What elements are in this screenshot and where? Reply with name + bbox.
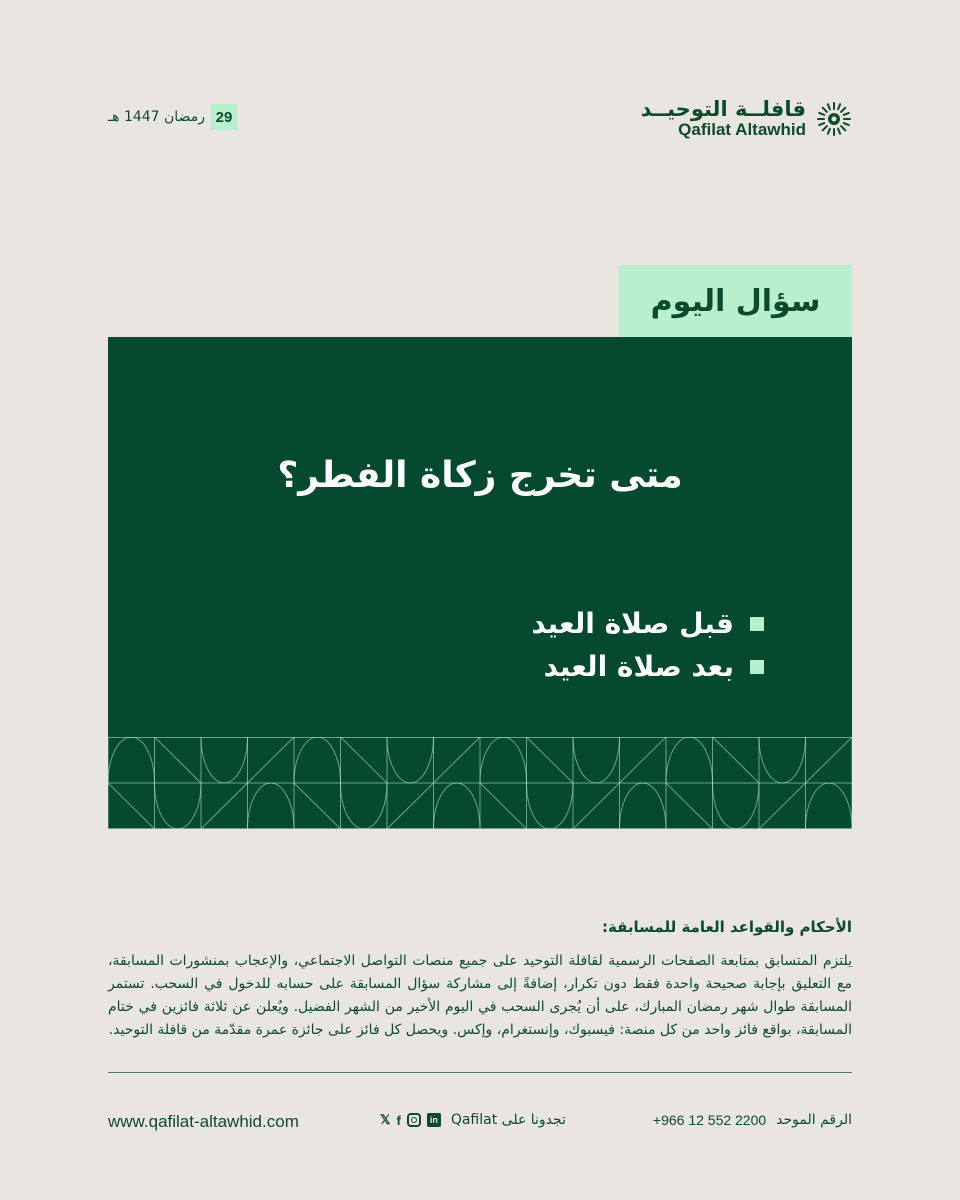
instagram-icon[interactable]	[407, 1113, 421, 1127]
phone-label: الرقم الموحد	[776, 1112, 852, 1128]
answer-option[interactable]	[531, 607, 764, 640]
competition-rules	[108, 918, 852, 1042]
linkedin-icon[interactable]: in	[427, 1113, 441, 1127]
x-icon[interactable]: 𝕏	[380, 1112, 391, 1127]
brand-sunburst-icon	[816, 101, 852, 137]
answer-option-label: بعد صلاة العيد	[543, 650, 734, 683]
date-day-badge: 29	[211, 104, 237, 130]
question-panel	[108, 337, 852, 829]
brand-name-english: Qafilat Altawhid	[678, 120, 806, 140]
rules-body: يلتزم المتسابق بمتابعة الصفحات الرسمية لقافلة التوحيد على جميع منصات التواصل الاجتماعي، والإعجاب بمنشورات المسابقة، مع التعليق بإجابة صحيحة واحدة فقط دون تكرار، إضافةً إلى مشاركة سؤال المسابقة على حسابه للدخول في السحب. تستمر المسابقة طوال شهر رمضان المبارك، على أن يُجرى السحب في اليوم الأخير من الشهر الفضيل. ويُعلن عن ثلاثة فائزين في ختام المسابقة، بواقع فائز واحد من كل منصة: فيسبوك، وإنستغرام، وإكس. ويحصل كل فائز على جائزة عمرة مقدّمة من قافلة التوحيد.	[108, 953, 852, 1038]
brand-text	[641, 98, 806, 140]
facebook-icon[interactable]: f	[396, 1112, 401, 1128]
bullet-square-icon	[750, 617, 764, 631]
phone-number[interactable]: +966 12 552 2200	[652, 1112, 767, 1128]
social-links	[380, 1112, 566, 1128]
date-month-year: رمضان 1447 هـ	[108, 109, 205, 125]
brand-logo	[641, 98, 852, 140]
question-of-the-day-tab	[619, 265, 852, 338]
social-icons	[380, 1112, 441, 1128]
hijri-date	[108, 104, 237, 130]
answer-options	[531, 607, 764, 693]
tab-label: سؤال اليوم	[650, 284, 821, 319]
website-link[interactable]: www.qafilat-altawhid.com	[108, 1112, 299, 1131]
geometric-pattern	[108, 737, 852, 829]
footer-divider	[108, 1072, 852, 1073]
brand-name-arabic: قافلــة التوحيــد	[640, 97, 806, 121]
unified-phone	[653, 1112, 852, 1128]
answer-option-label: قبل صلاة العيد	[531, 607, 734, 640]
bullet-square-icon	[750, 660, 764, 674]
rules-title: الأحكام والقواعد العامة للمسابقة:	[602, 918, 852, 936]
answer-option[interactable]	[531, 650, 764, 683]
question-text: متى تخرج زكاة الفطر؟	[277, 455, 683, 496]
social-handle: تجدونا على Qafilat	[450, 1112, 566, 1128]
